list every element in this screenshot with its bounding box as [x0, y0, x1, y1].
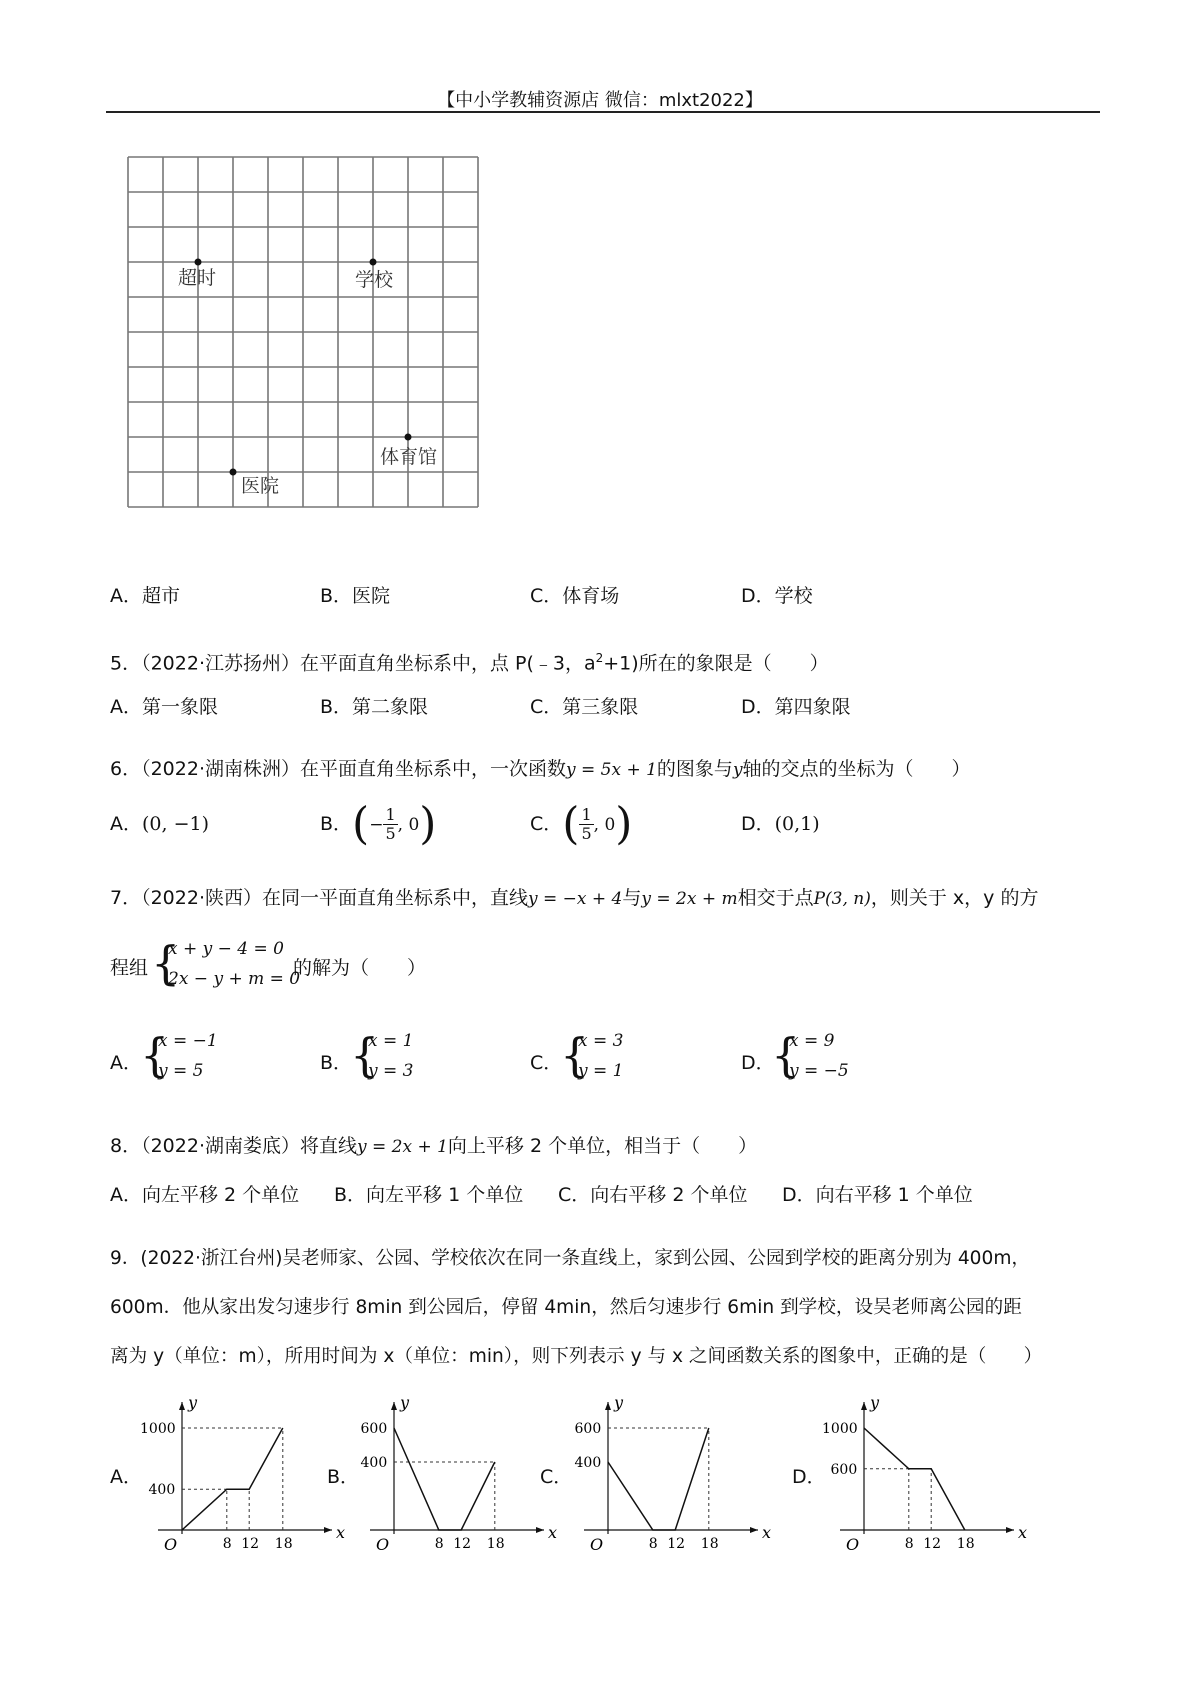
y-axis-arrow: [861, 1402, 867, 1410]
y-axis-arrow: [605, 1402, 611, 1410]
y-tick-label: 1000: [822, 1421, 858, 1437]
q6-formula: y = 5x + 1: [565, 760, 657, 780]
y-tick-label: 600: [574, 1421, 602, 1437]
x-axis-label: x: [1018, 1523, 1028, 1542]
y-axis-label: y: [870, 1393, 880, 1412]
q8-option-d[interactable]: D．向右平移 1 个单位: [782, 1184, 973, 1206]
page-header: 【中小学教辅资源店 微信：mlxt2022】: [437, 90, 763, 111]
header-divider: [106, 111, 1100, 113]
x-tick-label: 18: [700, 1536, 719, 1552]
q9-option-a-label[interactable]: A．: [110, 1466, 142, 1488]
q7-option-d[interactable]: D． { x = 9 y = −5: [741, 1028, 849, 1082]
x-tick-label: 8: [222, 1536, 232, 1552]
system-brace: {: [151, 936, 181, 990]
q6-option-b[interactable]: B．(− $\frac{1}{5}$ , 0): [320, 798, 437, 850]
grid-map-figure: [126, 155, 486, 515]
q6-option-d[interactable]: D．(0,1): [741, 813, 820, 835]
q8-option-b[interactable]: B．向左平移 1 个单位: [334, 1184, 524, 1206]
series-line: [864, 1428, 965, 1530]
q5-option-b[interactable]: B．第二象限: [320, 696, 429, 718]
x-axis-arrow: [750, 1527, 758, 1533]
y-axis-arrow: [179, 1402, 185, 1410]
y-tick-label: 600: [830, 1461, 858, 1478]
y-tick-label: 400: [360, 1455, 388, 1471]
place-dot: [370, 259, 377, 266]
q9-chart-d[interactable]: [816, 1390, 1028, 1554]
x-axis-label: x: [336, 1523, 346, 1542]
q8-option-c[interactable]: C．向右平移 2 个单位: [558, 1184, 748, 1206]
q5-option-d[interactable]: D．第四象限: [741, 696, 851, 718]
y-axis-label: y: [614, 1393, 624, 1412]
q4-option-d[interactable]: D．学校: [741, 585, 813, 607]
q7-stem-line1: 7．（2022·陕西）在同一平面直角坐标系中，直线y = −x + 4与y = 2x + m相交于点P(3, n)，则关于 x，y 的方: [110, 887, 1039, 909]
q8-option-a[interactable]: A．向左平移 2 个单位: [110, 1184, 300, 1206]
q9-option-b-label[interactable]: B．: [327, 1466, 360, 1488]
x-tick-label: 12: [923, 1536, 942, 1552]
q9-stem-line1: 9．(2022·浙江台州)吴老师家、公园、学校依次在同一条直线上，家到公园、公园到学校的距离分别为 400m，: [110, 1248, 1031, 1269]
place-label: 医院: [241, 475, 280, 497]
origin-label: O: [376, 1535, 390, 1554]
place-dot: [405, 434, 412, 441]
x-axis-arrow: [324, 1527, 332, 1533]
x-tick-label: 18: [956, 1536, 975, 1552]
q7-option-b[interactable]: B． { x = 1 y = 3: [320, 1028, 414, 1082]
place-label: 学校: [355, 269, 394, 291]
x-tick-label: 12: [241, 1536, 260, 1552]
q9-option-c-label[interactable]: C．: [540, 1466, 573, 1488]
x-axis-label: x: [548, 1523, 558, 1542]
x-tick-label: 8: [648, 1536, 658, 1552]
q9-chart-a[interactable]: [134, 1390, 346, 1554]
q6-stem: 6．（2022·湖南株洲）在平面直角坐标系中，一次函数y = 5x + 1的图象与y轴的交点的坐标为（ ）: [110, 758, 971, 780]
q6-option-a[interactable]: A．(0, −1): [110, 813, 210, 835]
q5-option-a[interactable]: A．第一象限: [110, 696, 219, 718]
y-tick-label: 400: [148, 1482, 176, 1499]
q7-option-a[interactable]: A． { x = −1 y = 5: [110, 1028, 218, 1082]
origin-label: O: [590, 1535, 604, 1554]
place-label: 体育馆: [380, 446, 438, 468]
q4-option-c[interactable]: C．体育场: [530, 585, 620, 607]
y-axis-arrow: [391, 1402, 397, 1410]
q5-option-c[interactable]: C．第三象限: [530, 696, 639, 718]
x-axis-label: x: [762, 1523, 772, 1542]
series-line: [182, 1428, 283, 1530]
origin-label: O: [164, 1535, 178, 1554]
q5-stem: 5．（2022·江苏扬州）在平面直角坐标系中，点 P(﹣3，$a^2+1$)所在的象限是（ ）: [110, 651, 829, 675]
y-tick-label: 1000: [140, 1421, 176, 1437]
q8-stem: 8．（2022·湖南娄底）将直线y = 2x + 1向上平移 2 个单位，相当于（ ）: [110, 1135, 758, 1157]
series-line: [608, 1428, 709, 1530]
x-tick-label: 18: [486, 1536, 505, 1552]
x-axis-arrow: [536, 1527, 544, 1533]
place-dot: [195, 259, 202, 266]
q4-option-a[interactable]: A．超市: [110, 585, 181, 607]
q9-option-d-label[interactable]: D．: [792, 1466, 826, 1488]
series-line: [394, 1428, 495, 1530]
q9-stem-line2: 600m．他从家出发匀速步行 8min 到公园后，停留 4min，然后匀速步行 6min 到学校，设吴老师离公园的距: [110, 1297, 1022, 1318]
place-dot: [230, 469, 237, 476]
q9-chart-b[interactable]: [346, 1390, 558, 1554]
x-tick-label: 12: [667, 1536, 686, 1552]
q7-option-c[interactable]: C． { x = 3 y = 1: [530, 1028, 624, 1082]
q9-chart-c[interactable]: [560, 1390, 772, 1554]
x-tick-label: 8: [904, 1536, 914, 1552]
y-tick-label: 400: [574, 1455, 602, 1471]
y-tick-label: 600: [360, 1421, 388, 1437]
fraction: $\frac{1}{5}$: [581, 805, 592, 843]
x-axis-arrow: [1006, 1527, 1014, 1533]
fraction: $\frac{1}{5}$: [385, 805, 396, 843]
place-label: 超时: [178, 267, 217, 289]
y-axis-label: y: [400, 1393, 410, 1412]
x-tick-label: 8: [434, 1536, 444, 1552]
origin-label: O: [846, 1535, 860, 1554]
q9-stem-line3: 离为 y（单位：m），所用时间为 x（单位：min），则下列表示 y 与 x 之间函数关系的图象中，正确的是（ ）: [110, 1346, 1043, 1367]
x-tick-label: 12: [453, 1536, 472, 1552]
x-tick-label: 18: [274, 1536, 293, 1552]
y-axis-label: y: [188, 1393, 198, 1412]
q4-option-b[interactable]: B．医院: [320, 585, 391, 607]
q6-option-c[interactable]: C．( $\frac{1}{5}$ , 0): [530, 798, 633, 850]
